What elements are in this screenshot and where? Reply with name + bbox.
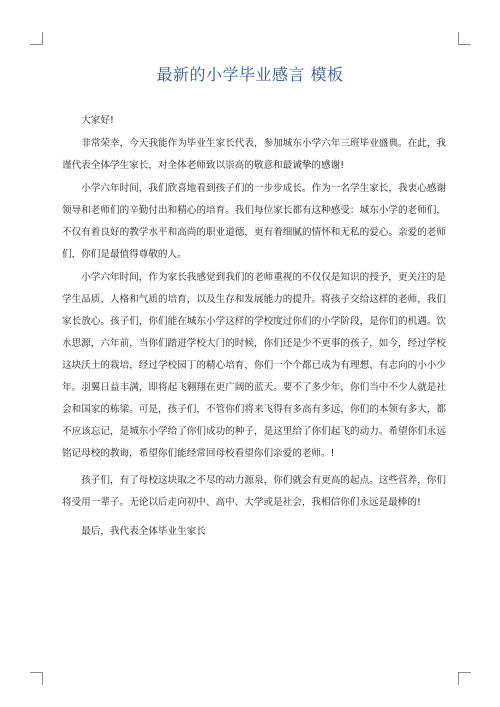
crop-mark-top-right xyxy=(458,32,471,45)
crop-mark-bottom-left xyxy=(30,672,43,685)
crop-mark-bottom-right xyxy=(458,672,471,685)
paragraph-2: 小学六年时间，我们欣喜地看到孩子们的一步步成长。作为一名学生家长，我衷心感谢领导和老师们的辛勤付出和精心的培育。我们每位家长都有这种感受：城东小学的老师们，不仅有着良好的教学水平和高尚的职业道德，更有着细腻的情怀和无私的爱心。亲爱的老师们，你们是最值得尊敬的人。 xyxy=(62,183,446,260)
paragraph-3: 小学六年时间，作为家长我感觉到我们的老师重视的不仅仅是知识的授予，更关注的是学生品质、人格和气质的培育，以及生存和发展能力的提升。将孩子交给这样的老师，我们家长放心。孩子们，你们能在城东小学这样的学校度过你们的小学阶段，是你们的机遇。饮水思源，六年前，当你们踏进学校大门的时候，你们还是少不更事的孩子，如今，经过学校这块沃土的栽培，经过学校园丁的精心培育，你们一个个都已成为有理想、有志向的小小少年。羽翼日益丰满，即将起飞翱翔在更广阔的蓝天。要不了多少年，你们当中不少人就是社会和国家的栋梁。可是，孩子们，不管你们将来飞得有多高有多远，你们的本领有多大，都不应该忘记，是城东小学给了你们成功的种子，是这里给了你们起飞的动力。希望你们永远铭记母校的教诲，希望你们能经常回母校看望你们亲爱的老师。! xyxy=(62,272,446,459)
document-title: 最新的小学毕业感言 模板 xyxy=(156,65,344,84)
paragraph-1: 非常荣幸，今天我能作为毕业生家长代表，参加城东小学六年三班毕业盛典。在此，我谨代表全体学生家长，对全体老师致以崇高的敬意和最诚挚的感谢! xyxy=(62,138,446,171)
crop-mark-top-left xyxy=(30,32,43,45)
paragraph-5: 最后，我代表全体毕业生家长 xyxy=(81,526,206,537)
paragraph-greeting: 大家好! xyxy=(81,115,114,126)
document-body xyxy=(62,110,446,549)
paragraph-4: 孩子们，有了母校这块取之不尽的动力源泉，你们就会有更高的起点。这些营养，你们将受用一辈子。无论以后走向初中、高中、大学或是社会，我相信你们永远是最棒的! xyxy=(62,475,446,508)
